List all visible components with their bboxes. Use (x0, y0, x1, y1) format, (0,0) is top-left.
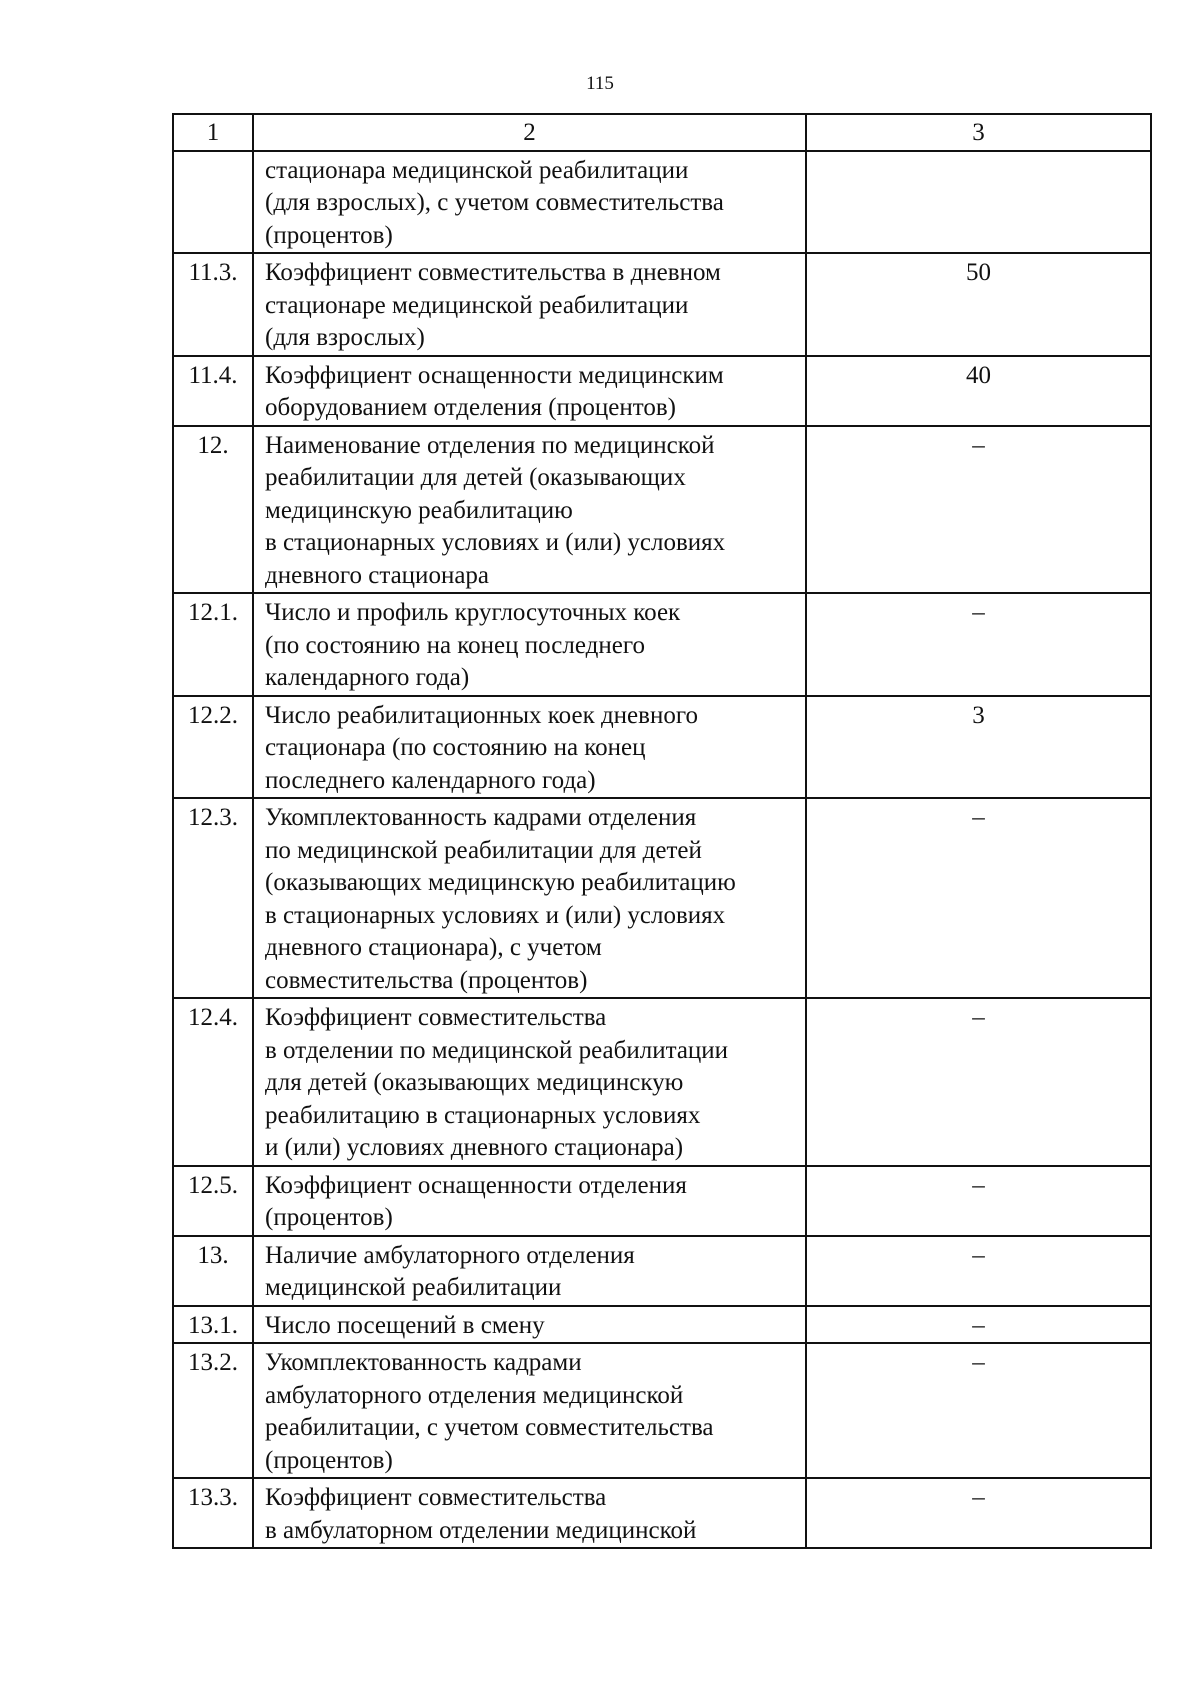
indicator-name-cell: Коэффициент совместительства в дневном стационаре медицинской реабилитации (для взрослых) (253, 253, 806, 356)
row-number-cell: 12.3. (173, 798, 253, 998)
indicator-value-cell: – (806, 593, 1151, 696)
table-row (173, 1236, 1151, 1306)
table-row (173, 151, 1151, 254)
table-row (173, 253, 1151, 356)
indicator-name-cell: Наименование отделения по медицинской реабилитации для детей (оказывающих медицинскую реабилитацию в стационарных условиях и (или) условиях дневного стационара (253, 426, 806, 594)
indicator-name-cell: Коэффициент оснащенности медицинским оборудованием отделения (процентов) (253, 356, 806, 426)
row-number-cell: 13.3. (173, 1478, 253, 1548)
table-row (173, 593, 1151, 696)
indicator-name-cell: стационара медицинской реабилитации (для взрослых), с учетом совместительства (процентов) (253, 151, 806, 254)
indicator-name-cell: Коэффициент оснащенности отделения (процентов) (253, 1166, 806, 1236)
indicator-value-cell: – (806, 1236, 1151, 1306)
indicator-name-cell: Коэффициент совместительства в отделении по медицинской реабилитации для детей (оказывающих медицинскую реабилитацию в стационарных условиях и (или) условиях дневного стационара) (253, 998, 806, 1166)
table-row (173, 426, 1151, 594)
row-number-cell (173, 151, 253, 254)
table-row (173, 1478, 1151, 1548)
table-row (173, 1166, 1151, 1236)
indicator-value-cell: – (806, 1478, 1151, 1548)
row-number-cell: 13. (173, 1236, 253, 1306)
indicator-value-cell: – (806, 1166, 1151, 1236)
indicator-table (172, 113, 1152, 1549)
header-cell-1: 1 (173, 114, 253, 151)
indicator-value-cell: 50 (806, 253, 1151, 356)
table-row (173, 356, 1151, 426)
indicator-name-cell: Укомплектованность кадрами отделения по медицинской реабилитации для детей (оказывающих медицинскую реабилитацию в стационарных условиях и (или) условиях дневного стационара), с учетом совместительства (процентов) (253, 798, 806, 998)
header-cell-2: 2 (253, 114, 806, 151)
indicator-value-cell: – (806, 1343, 1151, 1478)
table-body (173, 114, 1151, 1548)
row-number-cell: 12.4. (173, 998, 253, 1166)
row-number-cell: 11.4. (173, 356, 253, 426)
indicator-name-cell: Число посещений в смену (253, 1306, 806, 1344)
table-row (173, 998, 1151, 1166)
indicator-value-cell: – (806, 426, 1151, 594)
table-row (173, 1343, 1151, 1478)
indicator-name-cell: Наличие амбулаторного отделения медицинской реабилитации (253, 1236, 806, 1306)
indicator-value-cell: – (806, 798, 1151, 998)
table-row (173, 798, 1151, 998)
row-number-cell: 13.2. (173, 1343, 253, 1478)
row-number-cell: 13.1. (173, 1306, 253, 1344)
indicator-value-cell: – (806, 1306, 1151, 1344)
indicator-value-cell: – (806, 998, 1151, 1166)
header-cell-3: 3 (806, 114, 1151, 151)
row-number-cell: 12.1. (173, 593, 253, 696)
indicator-name-cell: Число реабилитационных коек дневного стационара (по состоянию на конец последнего календарного года) (253, 696, 806, 799)
row-number-cell: 12.2. (173, 696, 253, 799)
row-number-cell: 11.3. (173, 253, 253, 356)
row-number-cell: 12.5. (173, 1166, 253, 1236)
indicator-value-cell (806, 151, 1151, 254)
table-row (173, 1306, 1151, 1344)
indicator-name-cell: Число и профиль круглосуточных коек (по состоянию на конец последнего календарного года) (253, 593, 806, 696)
table-header-row (173, 114, 1151, 151)
indicator-value-cell: 40 (806, 356, 1151, 426)
indicator-value-cell: 3 (806, 696, 1151, 799)
row-number-cell: 12. (173, 426, 253, 594)
page-number: 115 (586, 73, 614, 94)
indicator-name-cell: Коэффициент совместительства в амбулаторном отделении медицинской (253, 1478, 806, 1548)
indicator-name-cell: Укомплектованность кадрами амбулаторного отделения медицинской реабилитации, с учетом совместительства (процентов) (253, 1343, 806, 1478)
table-row (173, 696, 1151, 799)
